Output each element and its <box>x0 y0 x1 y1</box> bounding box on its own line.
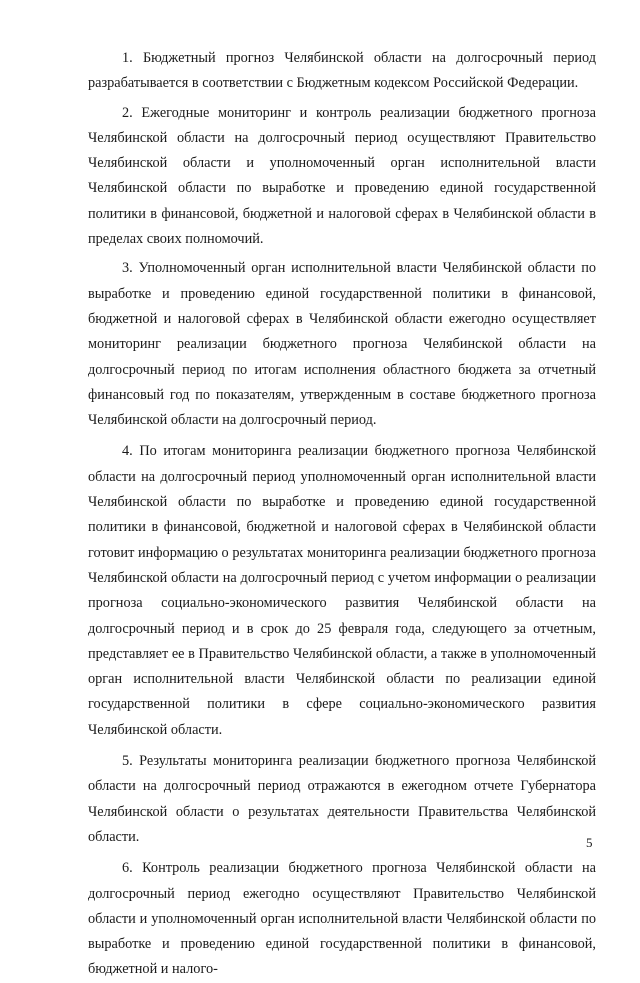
paragraph-4: 4. По итогам мониторинга реализации бюджетного прогноза Челябинской области на долгосрочный период уполномоченный орган исполнительной власти Челябинской области по выработке и проведению единой государственной политики в финансовой, бюджетной и налоговой сферах в Челябинской области готовит информацию о результатах мониторинга реализации бюджетного прогноза Челябинской области на долгосрочный период с учетом информации о реализации прогноза социально-экономического развития Челябинской области на долгосрочный период и в срок до 25 февраля года, следующего за отчетным, представляет ее в Правительство Челябинской области, а также в уполномоченный орган исполнительной власти Челябинской области по реализации единой государственной политики в сфере социально-экономического развития Челябинской области. <box>88 443 596 738</box>
paragraph-2: 2. Ежегодные мониторинг и контроль реализации бюджетного прогноза Челябинской области на долгосрочный период осуществляют Правительство Челябинской области и уполномоченный орган исполнительной власти Челябинской области по выработке и проведению единой государственной политики в финансовой, бюджетной и налоговой сферах в Челябинской области в пределах своих полномочий. <box>88 104 596 248</box>
paragraph-1: 1. Бюджетный прогноз Челябинской области на долгосрочный период разрабатывается в соответствии с Бюджетным кодексом Российской Федерации. <box>88 50 596 92</box>
paragraph-3: 3. Уполномоченный орган исполнительной власти Челябинской области по выработке и проведению единой государственной политики в финансовой, бюджетной и налоговой сферах в Челябинской области ежегодно осуществляет мониторинг реализации бюджетного прогноза Челябинской области на долгосрочный период по итогам исполнения областного бюджета за отчетный финансовый год по показателям, утвержденным в составе бюджетного прогноза Челябинской области на долгосрочный период. <box>88 260 596 429</box>
paragraph-6: 6. Контроль реализации бюджетного прогноза Челябинской области на долгосрочный период ежегодно осуществляют Правительство Челябинской области и уполномоченный орган исполнительной власти Челябинской области по выработке и проведению единой государственной политики в финансовой, бюджетной и налого- <box>88 860 596 978</box>
paragraph-5: 5. Результаты мониторинга реализации бюджетного прогноза Челябинской области на долгосрочный период отражаются в ежегодном отчете Губернатора Челябинской области о результатах деятельности Правительства Челябинской области. <box>88 753 596 845</box>
document-body <box>88 46 596 983</box>
page-number: 5 <box>586 835 593 850</box>
